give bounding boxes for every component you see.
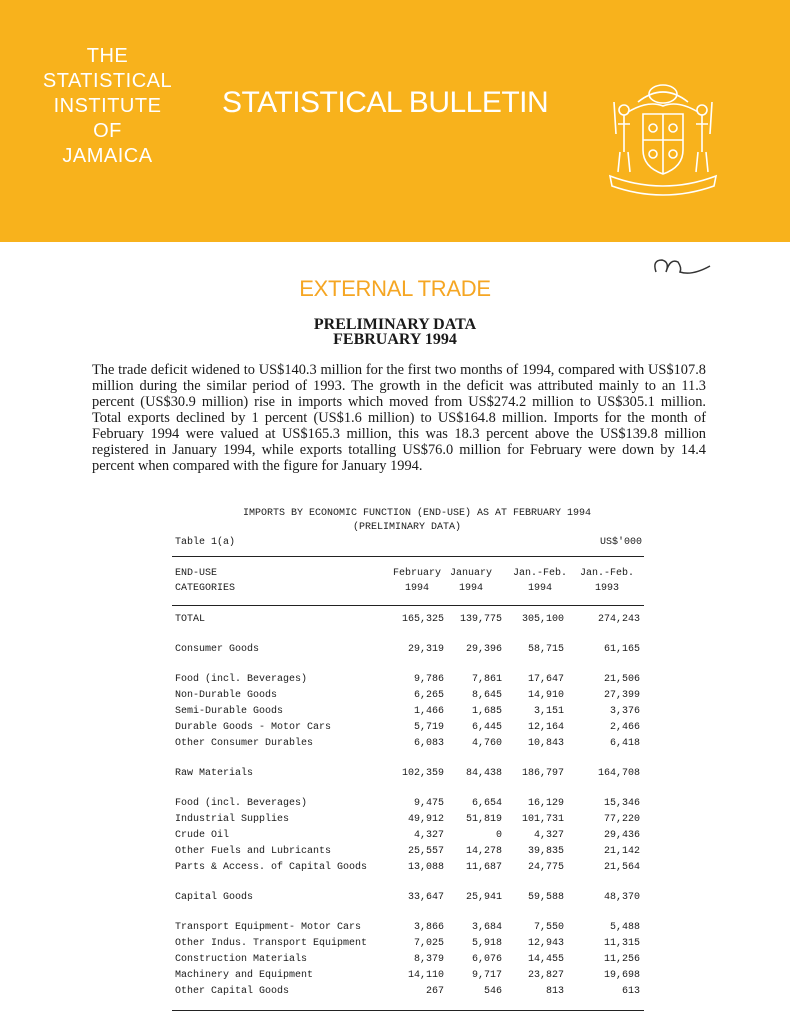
row-label: Other Consumer Durables [175,738,314,749]
row-value: 3,151 [533,706,564,717]
row-label: Construction Materials [175,954,308,965]
column-header: February [392,568,441,579]
table-row [0,614,790,630]
row-label: Consumer Goods [175,644,260,655]
row-value: 10,843 [527,738,564,749]
row-value: 84,438 [465,768,502,779]
row-value: 613 [621,986,640,997]
table-caption: IMPORTS BY ECONOMIC FUNCTION (END-USE) AS AT FEBRUARY 1994 [242,508,592,519]
row-value: 5,488 [609,922,640,933]
table-unit: US$'000 [600,537,643,548]
row-value: 25,557 [407,846,444,857]
row-value: 6,445 [471,722,502,733]
table-row [0,846,790,862]
row-value: 14,110 [407,970,444,981]
row-value: 165,325 [401,614,444,625]
row-value: 546 [483,986,502,997]
row-value: 12,943 [527,938,564,949]
row-value: 9,475 [413,798,444,809]
row-label: Parts & Access. of Capital Goods [175,862,368,873]
row-value: 11,315 [603,938,640,949]
table-row [0,768,790,784]
row-value: 813 [545,986,564,997]
row-label: Crude Oil [175,830,230,841]
column-header: 1994 [527,583,552,594]
row-value: 14,455 [527,954,564,965]
institute-name [20,44,195,169]
row-value: 12,164 [527,722,564,733]
table-rule [172,556,644,557]
subtitle-line: FEBRUARY 1994 [333,331,457,348]
header-label: END-USE [175,568,218,579]
table-row [0,862,790,878]
row-value: 49,912 [407,814,444,825]
row-value: 4,327 [533,830,564,841]
row-value: 19,698 [603,970,640,981]
row-value: 27,399 [603,690,640,701]
row-label: Semi-Durable Goods [175,706,284,717]
column-header: Jan.-Feb. [512,568,567,579]
row-value: 29,436 [603,830,640,841]
row-value: 21,142 [603,846,640,857]
row-value: 305,100 [521,614,564,625]
row-value: 11,687 [465,862,502,873]
row-value: 17,647 [527,674,564,685]
row-value: 267 [425,986,444,997]
row-value: 59,588 [527,892,564,903]
table-row [0,922,790,938]
row-value: 2,466 [609,722,640,733]
column-header: Jan.-Feb. [579,568,634,579]
row-value: 21,506 [603,674,640,685]
row-value: 6,654 [471,798,502,809]
table-row [0,722,790,738]
row-value: 33,647 [407,892,444,903]
row-value: 51,819 [465,814,502,825]
table-row [0,644,790,660]
row-value: 21,564 [603,862,640,873]
institute-line: THE [86,45,129,67]
row-value: 139,775 [459,614,502,625]
table-row [0,814,790,830]
row-value: 1,466 [413,706,444,717]
row-label: Other Fuels and Lubricants [175,846,332,857]
row-label: Food (incl. Beverages) [175,674,308,685]
row-label: Non-Durable Goods [175,690,278,701]
row-value: 15,346 [603,798,640,809]
row-value: 164,708 [597,768,640,779]
row-value: 23,827 [527,970,564,981]
bulletin-title: STATISTICAL BULLETIN [222,86,549,119]
row-value: 3,376 [609,706,640,717]
summary-paragraph: The trade deficit widened to US$140.3 million for the first two months of 1994, compared with US$107.8 million during the similar period of 1993. The growth in the deficit was attributed mainly to an 11.3 percent (US$30.9 million) rise in imports which moved from US$274.2 million to US$305.1 million. Total exports declined by 1 percent (US$1.6 million) to US$164.8 million. Imports for the month of February 1994 were valued at US$165.3 million, this was 18.3 percent above the US$139.8 million registered in January 1994, while exports totalling US$76.0 million for February were down by 14.4 percent when compared with the figure for January 1994. [92,362,706,474]
row-value: 4,327 [413,830,444,841]
table-rule [172,605,644,606]
row-value: 4,760 [471,738,502,749]
row-value: 29,319 [407,644,444,655]
table-row [0,938,790,954]
column-header: January [449,568,492,579]
table-row [0,830,790,846]
row-value: 6,076 [471,954,502,965]
row-value: 101,731 [521,814,564,825]
subtitle-line: PRELIMINARY DATA [313,316,477,333]
jamaica-coat-of-arms-icon [598,72,728,202]
institute-line: OF [93,120,122,142]
row-value: 14,278 [465,846,502,857]
row-value: 6,265 [413,690,444,701]
section-title: EXTERNAL TRADE [299,276,491,301]
row-value: 29,396 [465,644,502,655]
table-caption: (PRELIMINARY DATA) [352,522,462,533]
row-label: Machinery and Equipment [175,970,314,981]
row-value: 39,835 [527,846,564,857]
row-value: 8,379 [413,954,444,965]
institute-line: STATISTICAL [42,70,173,92]
row-value: 7,025 [413,938,444,949]
row-value: 11,256 [603,954,640,965]
row-value: 77,220 [603,814,640,825]
institute-line: JAMAICA [62,145,153,167]
row-value: 6,418 [609,738,640,749]
row-value: 274,243 [597,614,640,625]
row-value: 13,088 [407,862,444,873]
table-row [0,706,790,722]
row-value: 9,786 [413,674,444,685]
table-row [0,970,790,986]
table-row [0,954,790,970]
table-row [0,674,790,690]
row-value: 5,918 [471,938,502,949]
row-label: Other Indus. Transport Equipment [175,938,368,949]
row-label: Durable Goods - Motor Cars [175,722,332,733]
row-label: Industrial Supplies [175,814,290,825]
row-value: 6,083 [413,738,444,749]
row-label: Capital Goods [175,892,254,903]
row-value: 14,910 [527,690,564,701]
row-label: Raw Materials [175,768,254,779]
row-value: 7,861 [471,674,502,685]
row-label: Other Capital Goods [175,986,290,997]
table-reference: Table 1(a) [175,537,236,548]
row-value: 3,684 [471,922,502,933]
row-value: 0 [495,830,502,841]
column-header: 1994 [458,583,483,594]
table-row [0,798,790,814]
row-value: 61,165 [603,644,640,655]
row-value: 48,370 [603,892,640,903]
row-value: 1,685 [471,706,502,717]
row-value: 7,550 [533,922,564,933]
row-value: 24,775 [527,862,564,873]
row-value: 58,715 [527,644,564,655]
row-value: 9,717 [471,970,502,981]
row-value: 5,719 [413,722,444,733]
row-value: 3,866 [413,922,444,933]
row-label: TOTAL [175,614,206,625]
column-header: 1993 [594,583,619,594]
table-row [0,738,790,754]
row-value: 16,129 [527,798,564,809]
row-label: Transport Equipment- Motor Cars [175,922,362,933]
table-row [0,892,790,908]
row-value: 8,645 [471,690,502,701]
column-header: 1994 [404,583,429,594]
table-row [0,986,790,1002]
row-label: Food (incl. Beverages) [175,798,308,809]
institute-line: INSTITUTE [53,95,162,117]
row-value: 102,359 [401,768,444,779]
table-row [0,690,790,706]
row-value: 186,797 [521,768,564,779]
header-label: CATEGORIES [175,583,236,594]
table-rule [172,1010,644,1011]
header-banner [0,0,790,242]
row-value: 25,941 [465,892,502,903]
